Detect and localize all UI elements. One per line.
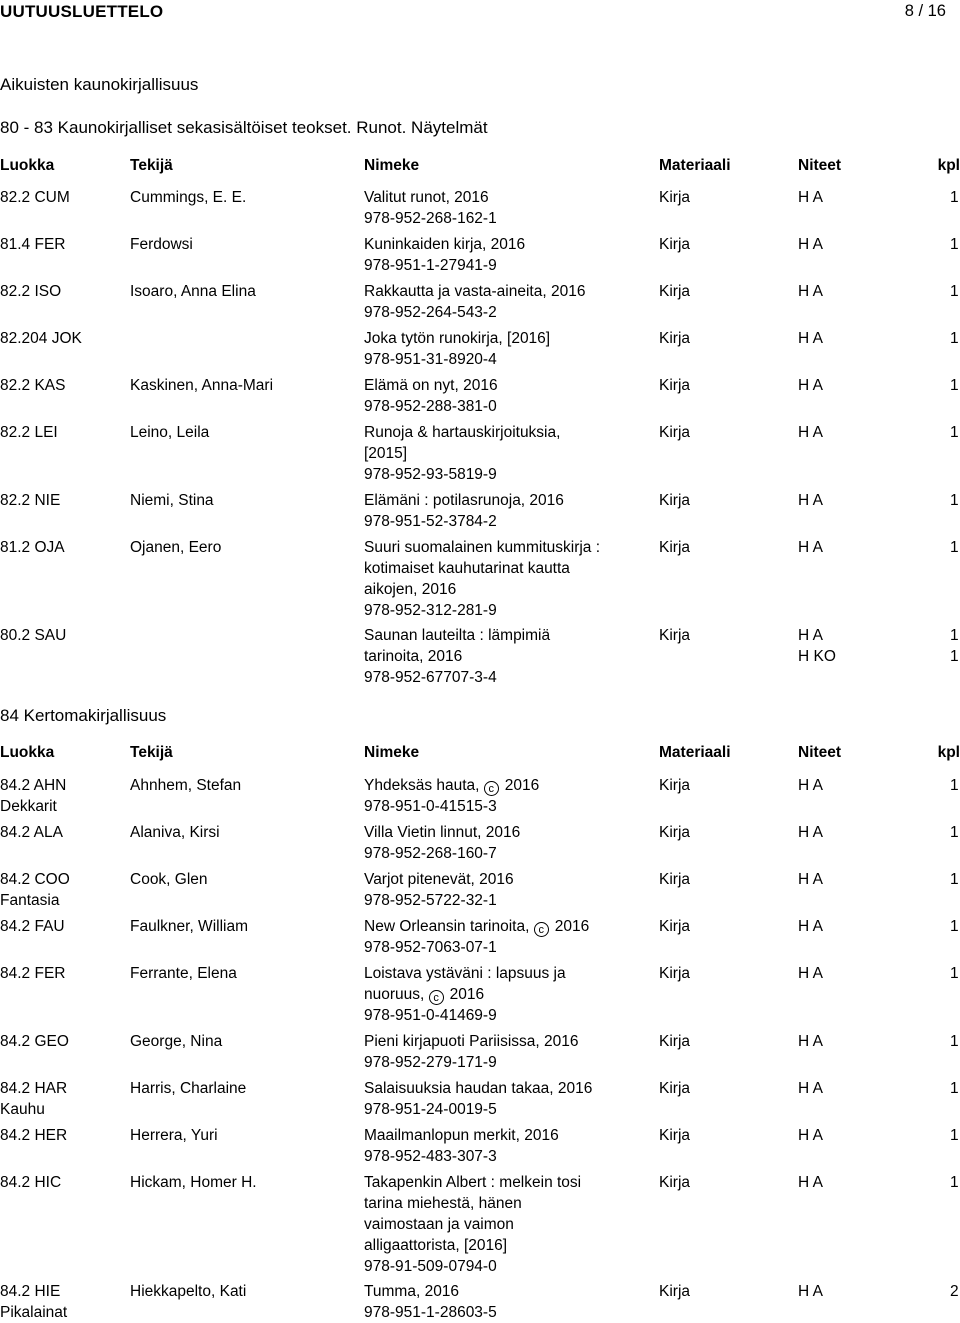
title-line: aikojen, 2016 [364,580,457,598]
title-line: vaimostaan ja vaimon [364,1215,514,1233]
copy-count [950,537,959,558]
class-code: 84.2 ALA [0,824,63,841]
title-line: Joka tytön runokirja, [2016] [364,330,551,347]
isbn: 978-951-52-3784-2 [364,512,497,530]
copies-location [798,822,823,843]
author: Ferdowsi [130,236,193,253]
document-title: UUTUUSLUETTELO [0,2,164,21]
title [364,916,589,958]
isbn: 978-952-268-160-7 [364,845,497,862]
author: Niemi, Stina [130,491,214,509]
table-row [0,1031,960,1073]
material: Kirja [659,965,691,982]
location-code: H A [798,189,823,206]
table-row [0,328,960,370]
material: Kirja [659,538,691,556]
copies-location [798,490,823,511]
count-value: 2 [950,1283,959,1301]
material: Kirja [659,330,691,347]
title [364,537,600,621]
isbn: 978-952-264-543-2 [364,304,497,321]
title [364,775,539,817]
location-code: H A [798,965,823,982]
title-line: Maailmanlopun merkit, 2016 [364,1126,559,1144]
isbn: 978-951-0-41469-9 [364,1007,497,1024]
title-line: kotimaiset kauhutarinat kautta [364,559,570,577]
copies-location [798,328,823,349]
class-code: 82.2 NIE [0,491,61,509]
count-value: 1 [950,424,959,441]
isbn: 978-951-24-0019-5 [364,1100,497,1118]
copy-count [950,916,959,937]
author: Leino, Leila [130,424,210,441]
copies-location [798,869,823,890]
location-code: H A [798,824,823,841]
count-value: 1 [950,189,959,206]
copy-count [950,187,959,208]
class-code: 81.4 FER [0,236,66,253]
copy-count [950,1172,959,1193]
count-value: 1 [950,1173,959,1191]
column-header-nimeke: Nimeke [364,157,420,174]
title [364,1078,592,1120]
location-code: H A [798,918,823,935]
copy-count [950,422,959,443]
author: Kaskinen, Anna-Mari [130,377,274,394]
genre-label: Dekkarit [0,798,57,815]
column-header-tekija: Tekijä [130,744,173,761]
title-line: Suuri suomalainen kummituskirja : [364,538,601,556]
table-row [0,1125,960,1167]
class-code: 84.2 HAR Kauhu [0,1079,68,1118]
group-title: 84 Kertomakirjallisuus [0,706,167,725]
table-row [0,775,960,817]
material: Kirja [659,491,691,509]
copy-count [950,328,959,349]
isbn: 978-952-93-5819-9 [364,466,497,483]
genre-label: Pikalainat [0,1304,68,1322]
column-header-niteet: Niteet [798,157,842,174]
copy-count [950,822,959,843]
copies-location [798,537,823,558]
material: Kirja [659,283,691,300]
title [364,328,550,370]
class-code: 81.2 OJA [0,538,65,556]
title-line: Loistava ystäväni : lapsuus ja [364,965,566,982]
location-code: H A [798,1283,823,1301]
material: Kirja [659,377,691,394]
author: George, Nina [130,1032,223,1050]
table-row [0,537,960,620]
material: Kirja [659,1283,691,1301]
material: Kirja [659,777,691,794]
table-row [0,1281,960,1323]
isbn: 978-951-1-28603-5 [364,1304,497,1322]
isbn: 978-952-312-281-9 [364,601,497,619]
genre-label: Kauhu [0,1100,45,1118]
title [364,1125,559,1167]
copies-location [798,625,836,667]
class-code: 82.204 JOK [0,330,82,347]
table-row [0,916,960,958]
table-row [0,625,960,687]
column-header-row [0,742,960,762]
title [364,375,498,417]
copies-location [798,234,823,255]
column-header-luokka: Luokka [0,744,55,761]
count-value: 1 [950,824,959,841]
class-code: 82.2 LEI [0,424,58,441]
column-header-kpl: kpl [937,744,960,761]
table-row [0,1172,960,1276]
title-line: Runoja & hartauskirjoituksia, [364,424,561,441]
table-row [0,234,960,276]
author: Alaniva, Kirsi [130,824,220,841]
copy-count [950,775,959,796]
isbn: 978-951-0-41515-3 [364,798,497,815]
material: Kirja [659,871,691,888]
class-code: 84.2 AHN Dekkarit [0,777,67,815]
copies-location [798,281,823,302]
class-code: 84.2 HIE Pikalainat [0,1283,68,1322]
isbn: 978-952-67707-3-4 [364,669,497,687]
copies-location [798,775,823,796]
title-line: tarina miehestä, hänen [364,1194,522,1212]
count-value: 1 [950,377,959,394]
column-header-niteet: Niteet [798,744,842,761]
location-code: H KO [798,648,836,666]
title [364,1031,579,1073]
isbn: 978-952-7063-07-1 [364,939,497,956]
title [364,234,525,276]
table-row [0,490,960,532]
class-code: 84.2 HER [0,1126,68,1144]
author: Harris, Charlaine [130,1079,247,1097]
title [364,625,550,688]
copy-count [950,625,959,667]
column-header-row [0,155,960,175]
class-code: 84.2 COO Fantasia [0,871,70,909]
isbn: 978-952-268-162-1 [364,210,497,227]
title-line: Tumma, 2016 [364,1283,460,1301]
count-value: 1 [950,965,959,982]
location-code: H A [798,424,823,441]
title [364,869,514,911]
copies-location [798,1031,823,1052]
material: Kirja [659,1173,691,1191]
copy-count [950,1125,959,1146]
title [364,822,520,864]
isbn: 978-951-31-8920-4 [364,351,497,368]
title-line: Salaisuuksia haudan takaa, 2016 [364,1079,593,1097]
author: Ojanen, Eero [130,538,222,556]
copyright-icon: c [429,990,444,1005]
location-code: H A [798,283,823,300]
isbn: 978-951-1-27941-9 [364,257,497,274]
table-row [0,281,960,323]
genre-label: Fantasia [0,892,60,909]
author: Isoaro, Anna Elina [130,283,256,300]
column-header-kpl: kpl [937,157,960,174]
location-code: H A [798,377,823,394]
isbn: 978-952-279-171-9 [364,1053,497,1071]
class-code: 84.2 GEO [0,1032,69,1050]
copy-count [950,281,959,302]
table-row [0,187,960,229]
title-line: Yhdeksäs hauta, c 2016 [364,777,540,795]
material: Kirja [659,627,691,645]
location-code: H A [798,538,823,556]
material: Kirja [659,236,691,253]
material: Kirja [659,824,691,841]
count-value: 1 [950,1079,959,1097]
table-row [0,422,960,484]
location-code: H A [798,777,823,794]
copies-location [798,375,823,396]
table-row [0,375,960,417]
class-code: 84.2 HIC [0,1173,62,1191]
page-number: 8 / 16 [904,2,946,20]
class-code: 82.2 CUM [0,189,70,206]
copies-location [798,916,823,937]
title-line: Takapenkin Albert : melkein tosi [364,1173,582,1191]
table-row [0,822,960,864]
material: Kirja [659,1032,691,1050]
title-line: [2015] [364,445,408,462]
count-value: 1 [950,236,959,253]
author: Faulkner, William [130,918,248,935]
location-code: H A [798,330,823,347]
title [364,490,564,532]
count-value: 1 [950,538,959,556]
author: Herrera, Yuri [130,1126,218,1144]
class-code: 84.2 FER [0,965,66,982]
location-code: H A [798,627,823,645]
title-line: New Orleansin tarinoita, c 2016 [364,918,590,936]
column-header-tekija: Tekijä [130,157,173,174]
material: Kirja [659,1126,691,1144]
title-line: Elämä on nyt, 2016 [364,377,498,394]
group-title: 80 - 83 Kaunokirjalliset sekasisältöiset teokset. Runot. Näytelmät [0,118,488,137]
count-value: 1 [950,871,959,888]
title-line: Rakkautta ja vasta-aineita, 2016 [364,283,586,300]
class-code: 82.2 KAS [0,377,66,394]
copyright-icon: c [484,781,499,796]
copies-location [798,1125,823,1146]
copies-location [798,187,823,208]
author: Ahnhem, Stefan [130,777,242,794]
location-code: H A [798,1032,823,1050]
class-code: 80.2 SAU [0,627,67,645]
title [364,422,560,485]
title-line: Kuninkaiden kirja, 2016 [364,236,526,253]
copy-count [950,234,959,255]
column-header-luokka: Luokka [0,157,55,174]
count-value: 1 [950,777,959,794]
isbn: 978-952-483-307-3 [364,1147,497,1165]
title [364,963,566,1026]
author: Hiekkapelto, Kati [130,1283,247,1301]
author: Cook, Glen [130,871,208,888]
material: Kirja [659,189,691,206]
class-code: 82.2 ISO [0,283,62,300]
author: Cummings, E. E. [130,189,247,206]
location-code: H A [798,1126,823,1144]
table-row [0,1078,960,1120]
count-value: 1 [950,491,959,509]
copy-count [950,963,959,984]
copies-location [798,1078,823,1099]
title [364,1172,581,1277]
copies-location [798,1281,823,1302]
copies-location [798,422,823,443]
copy-count [950,1281,959,1302]
copy-count [950,869,959,890]
count-value: 1 [950,648,959,666]
column-header-nimeke: Nimeke [364,744,420,761]
copies-location [798,963,823,984]
title-line: Varjot pitenevät, 2016 [364,871,514,888]
copy-count [950,490,959,511]
location-code: H A [798,1173,823,1191]
author: Ferrante, Elena [130,965,237,982]
title [364,1281,497,1323]
copy-count [950,1031,959,1052]
column-header-materiaali: Materiaali [659,157,731,174]
material: Kirja [659,918,691,935]
copies-location [798,1172,823,1193]
count-value: 1 [950,283,959,300]
table-row [0,869,960,911]
title-line: alligaattorista, [2016] [364,1236,508,1254]
title-line: Saunan lauteilta : lämpimiä [364,627,551,645]
isbn: 978-952-5722-32-1 [364,892,497,909]
count-value: 1 [950,627,959,645]
location-code: H A [798,1079,823,1097]
material: Kirja [659,1079,691,1097]
title-line: Elämäni : potilasrunoja, 2016 [364,491,564,509]
title-line: Valitut runot, 2016 [364,189,489,206]
count-value: 1 [950,330,959,347]
count-value: 1 [950,918,959,935]
section-title: Aikuisten kaunokirjallisuus [0,75,199,94]
location-code: H A [798,871,823,888]
isbn: 978-91-509-0794-0 [364,1257,497,1275]
material: Kirja [659,424,691,441]
column-header-materiaali: Materiaali [659,744,731,761]
copy-count [950,375,959,396]
count-value: 1 [950,1126,959,1144]
count-value: 1 [950,1032,959,1050]
class-code: 84.2 FAU [0,918,65,935]
title-line: Pieni kirjapuoti Pariisissa, 2016 [364,1032,579,1050]
title-line: nuoruus, c 2016 [364,986,485,1004]
author: Hickam, Homer H. [130,1173,257,1191]
title-line: Villa Vietin linnut, 2016 [364,824,521,841]
copy-count [950,1078,959,1099]
copyright-icon: c [534,922,549,937]
title [364,187,497,229]
location-code: H A [798,491,823,509]
isbn: 978-952-288-381-0 [364,398,497,415]
location-code: H A [798,236,823,253]
title-line: tarinoita, 2016 [364,648,463,666]
title [364,281,585,323]
table-row [0,963,960,1025]
